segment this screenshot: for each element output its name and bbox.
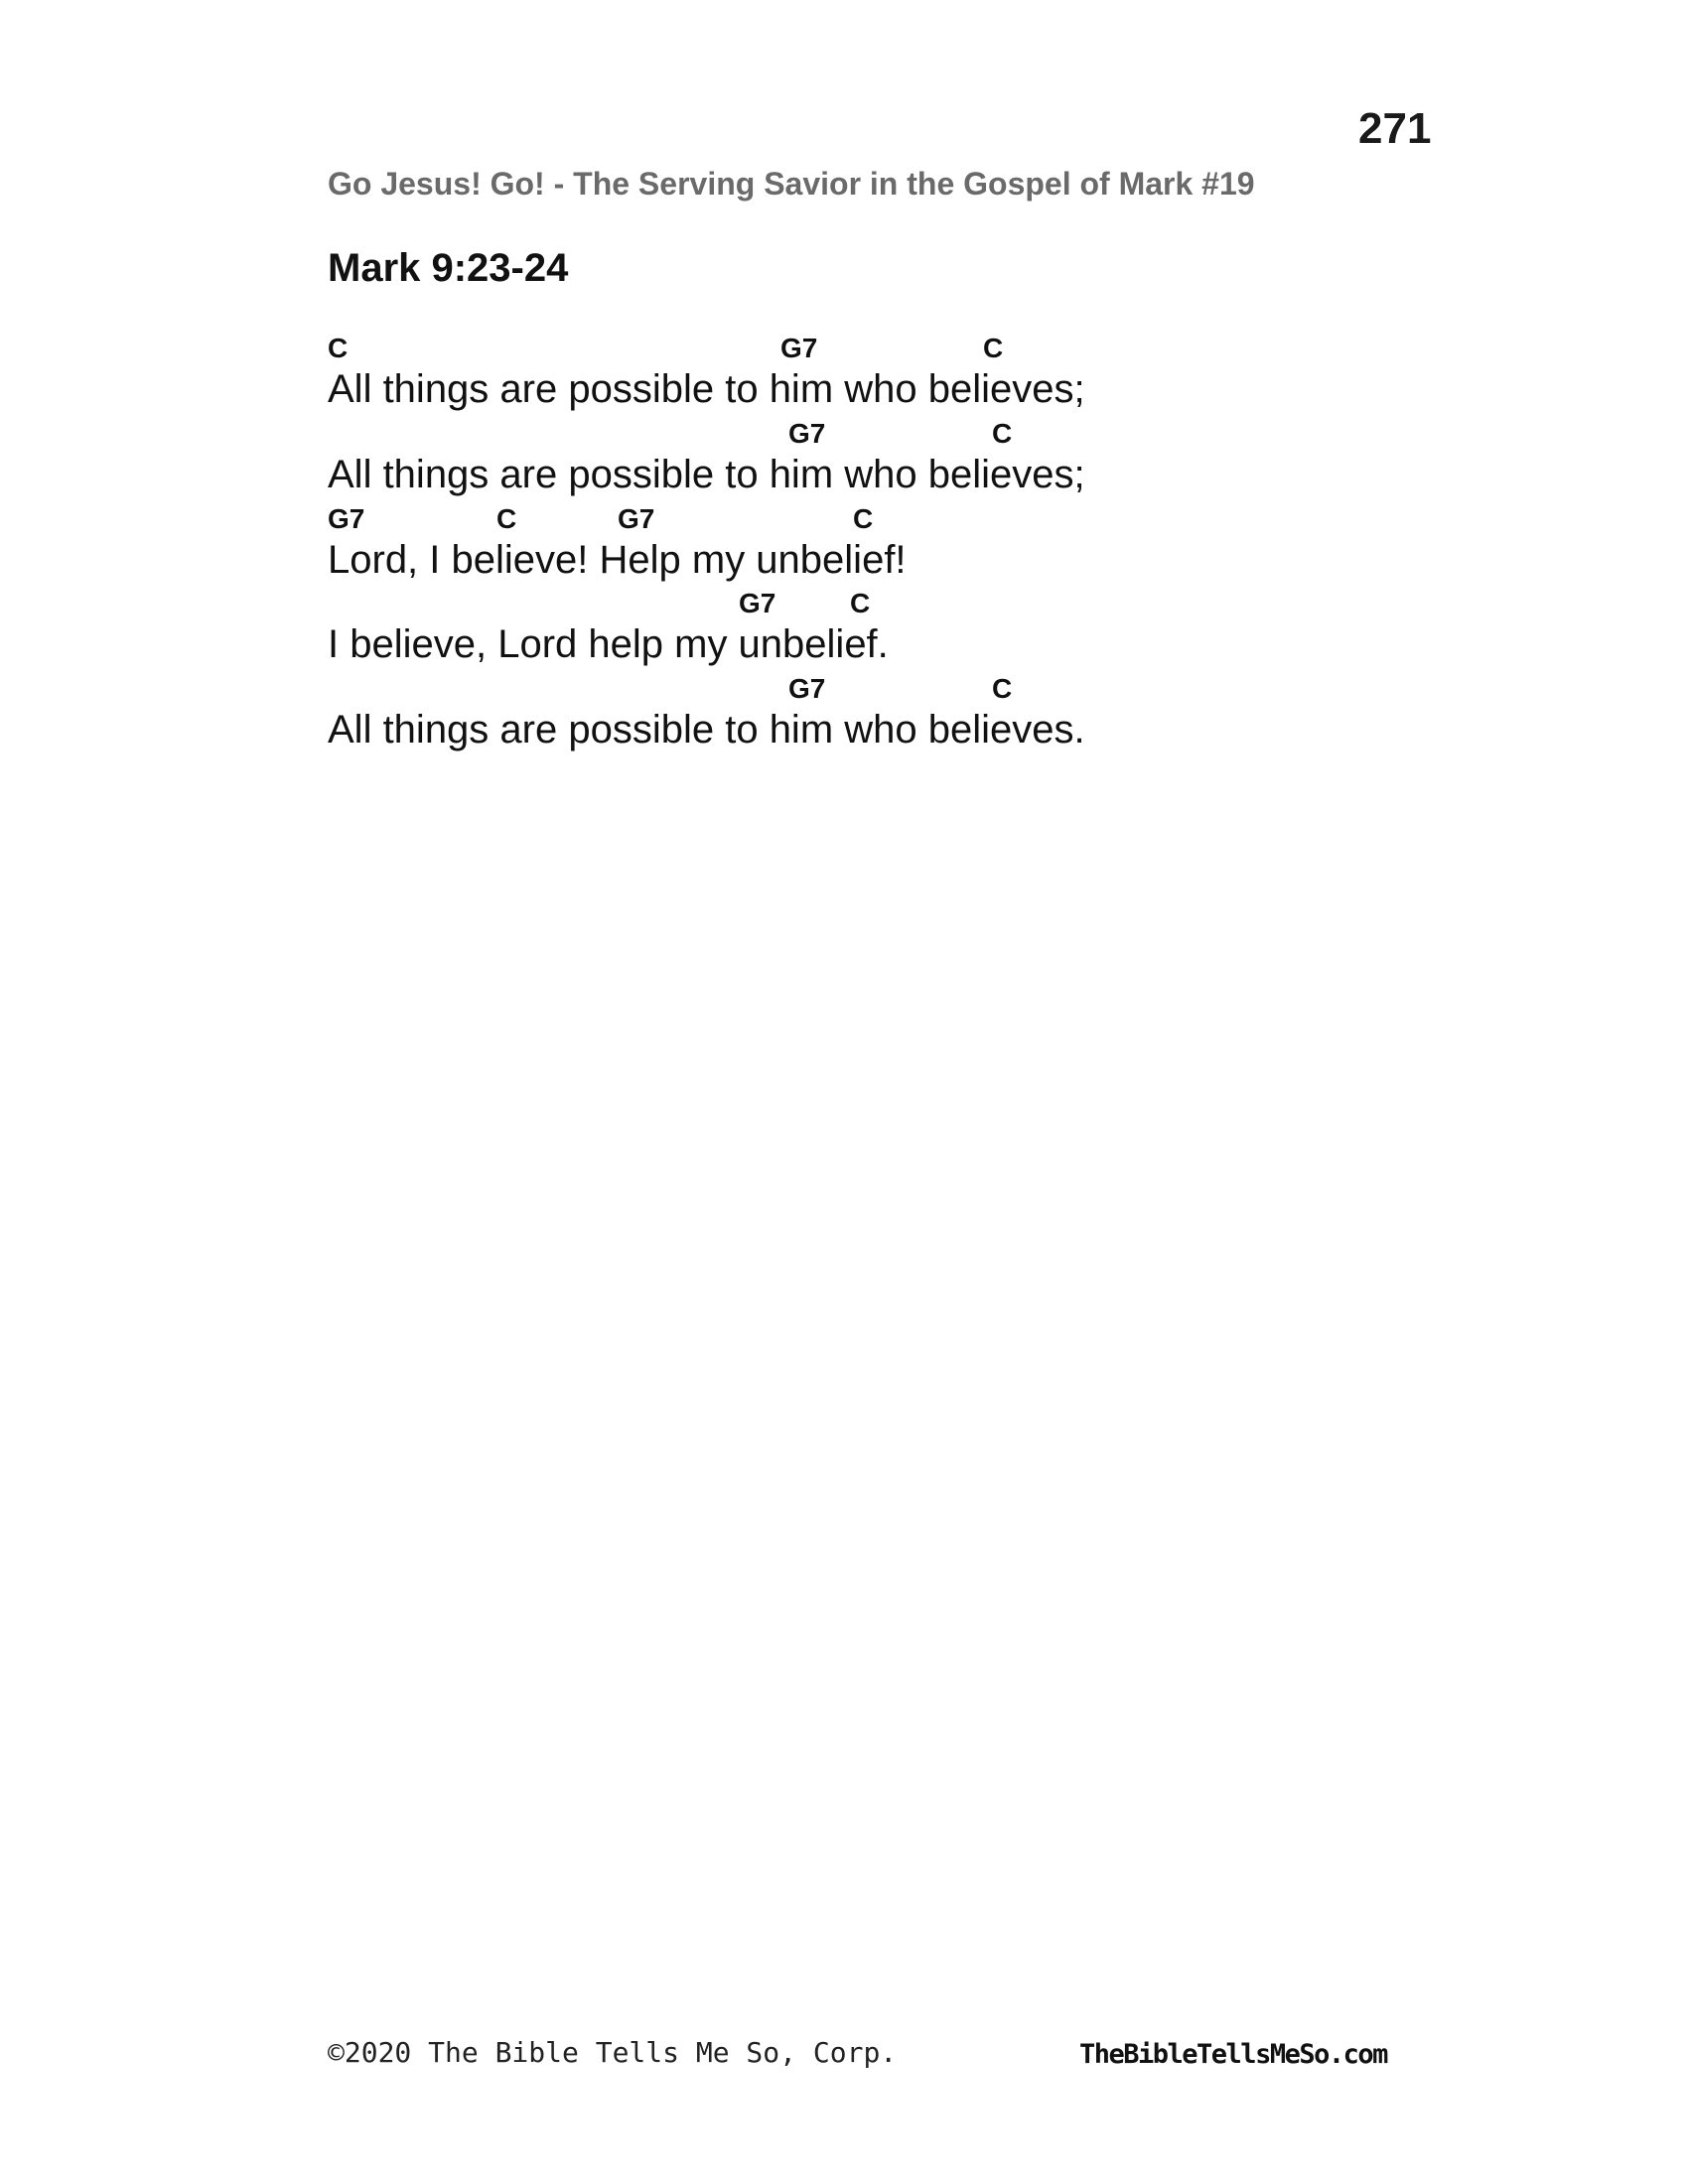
page-number: 271 — [1358, 104, 1432, 153]
chord: G7 — [788, 673, 826, 704]
chord: G7 — [739, 588, 776, 618]
chord: G7 — [328, 503, 365, 534]
song-title: Mark 9:23-24 — [328, 246, 569, 290]
chord: C — [496, 503, 517, 534]
chord: G7 — [788, 418, 826, 449]
lyric-line: Lord, I believe! Help my unbelief! — [328, 538, 907, 582]
chord: C — [850, 588, 871, 618]
chord: C — [853, 503, 874, 534]
chord: G7 — [618, 503, 655, 534]
lyric-line: I believe, Lord help my unbelief. — [328, 622, 889, 666]
chord: G7 — [780, 333, 818, 363]
lyric-line: All things are possible to him who believes; — [328, 453, 1085, 496]
footer-copyright: ©2020 The Bible Tells Me So, Corp. — [328, 2036, 898, 2069]
footer-website: TheBibleTellsMeSo.com — [1079, 2039, 1387, 2070]
chord: C — [992, 673, 1013, 704]
chord: C — [328, 333, 349, 363]
lyric-line: All things are possible to him who believes. — [328, 708, 1085, 751]
chord: C — [983, 333, 1004, 363]
collection-title: Go Jesus! Go! - The Serving Savior in the Gospel of Mark #19 — [328, 166, 1255, 202]
lyric-line: All things are possible to him who believes; — [328, 367, 1085, 411]
chord: C — [992, 418, 1013, 449]
